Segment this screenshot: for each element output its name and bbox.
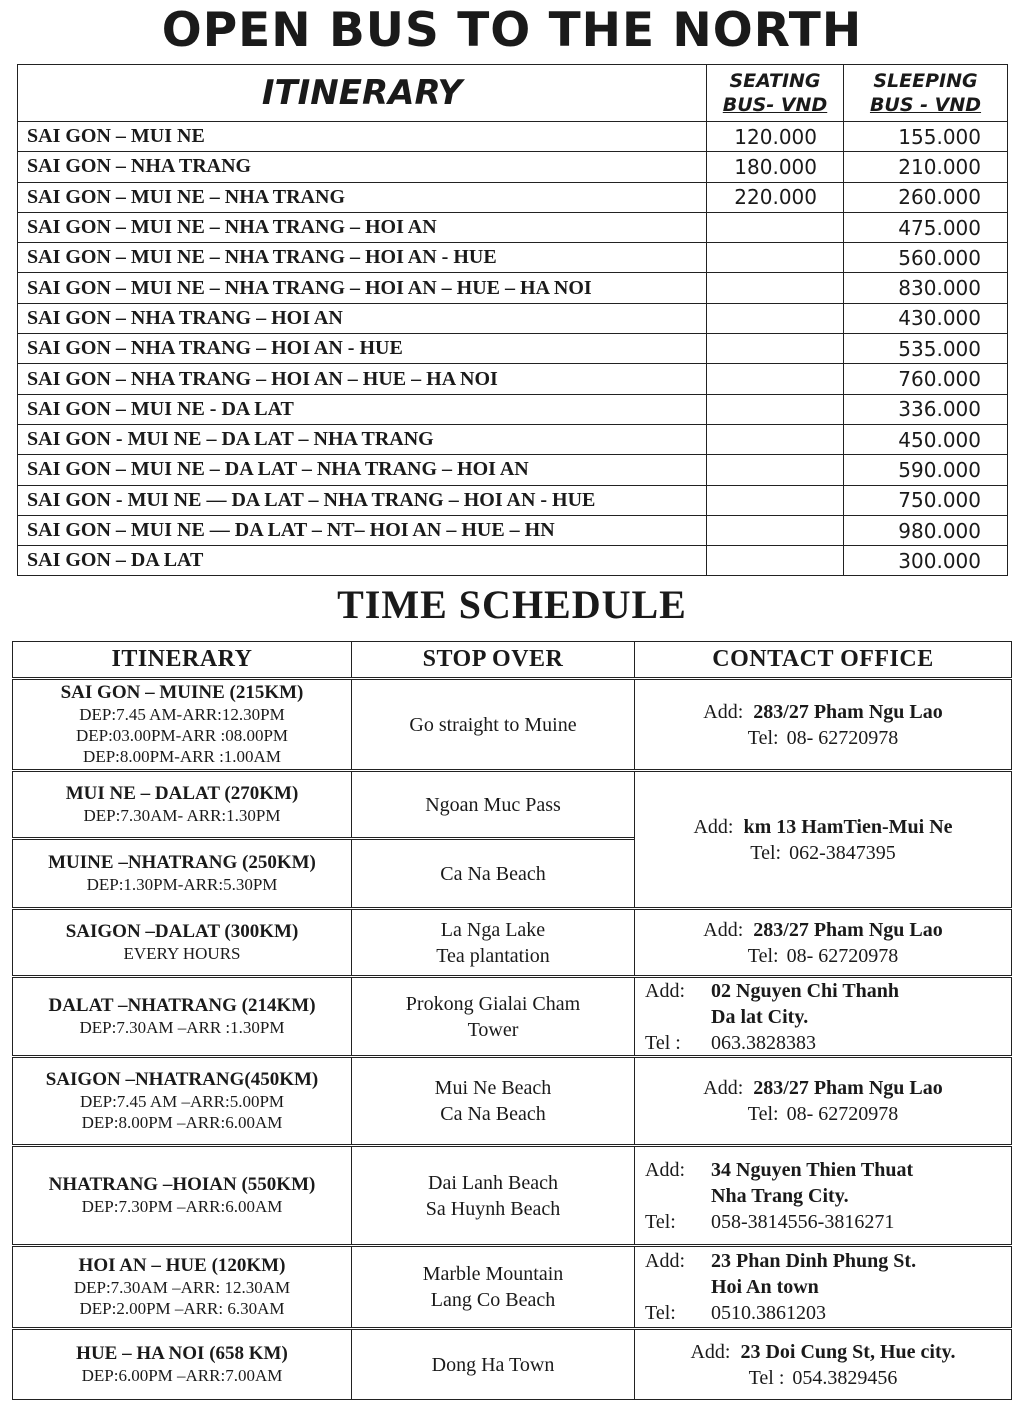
address-label: Add: <box>645 979 685 1002</box>
seating-price-cell <box>707 334 844 364</box>
address-line <box>645 1157 913 1183</box>
itinerary-name: MUINE –NHATRANG (250KM) <box>48 852 316 873</box>
phone-number: 08- 62720978 <box>786 726 899 749</box>
route-cell: SAI GON – MUI NE — DA LAT – NT– HOI AN – HUE – HN <box>18 515 707 545</box>
itinerary-cell <box>12 679 352 770</box>
address-line-2 <box>645 1183 849 1209</box>
address-line <box>693 814 952 840</box>
route-cell: SAI GON – MUI NE – NHA TRANG – HOI AN <box>18 212 707 242</box>
table-row <box>18 515 1008 545</box>
phone-number: 062-3847395 <box>789 841 896 864</box>
address-label: Add: <box>645 1250 685 1272</box>
sleeping-price-cell: 750.000 <box>844 485 1008 515</box>
itinerary-name: DALAT –NHATRANG (214KM) <box>48 995 316 1016</box>
route-cell: SAI GON – MUI NE – NHA TRANG <box>18 182 707 212</box>
address-label: Add: <box>703 918 744 941</box>
departure-time: DEP:7.30AM- ARR:1.30PM <box>83 806 281 825</box>
seating-price-cell <box>707 424 844 454</box>
departure-time: DEP:7.30PM –ARR:6.00AM <box>81 1197 283 1216</box>
itinerary-header: ITINERARY <box>18 65 707 122</box>
stop-over-cell <box>351 839 635 908</box>
stop-over-cell <box>351 909 635 976</box>
seating-header <box>707 65 844 122</box>
sleeping-price-cell: 450.000 <box>844 424 1008 454</box>
contact-office-cell <box>634 771 1012 908</box>
address-indent <box>645 1183 711 1209</box>
stop-over-text: Sa Huynh Beach <box>425 1197 561 1220</box>
seating-price-cell <box>707 243 844 273</box>
address-line <box>645 1248 916 1274</box>
phone-line <box>748 1101 898 1127</box>
itinerary-cell <box>12 1146 352 1245</box>
table-row <box>18 455 1008 485</box>
phone-label: Tel : <box>748 1366 785 1389</box>
itinerary-name: HUE – HA NOI (658 KM) <box>76 1343 288 1364</box>
price-table-header <box>18 65 1008 122</box>
departure-time: DEP:7.30AM –ARR: 12.30AM <box>73 1278 291 1297</box>
table-row <box>18 334 1008 364</box>
route-cell: SAI GON – MUI NE – NHA TRANG – HOI AN – HUE – HA NOI <box>18 273 707 303</box>
seating-price-cell <box>707 515 844 545</box>
seating-price-cell <box>707 303 844 333</box>
sleeping-price-cell: 560.000 <box>844 243 1008 273</box>
sleeping-price-cell: 300.000 <box>844 546 1008 576</box>
contact-office-cell <box>634 1057 1012 1145</box>
stop-over-text: Dai Lanh Beach <box>428 1171 558 1194</box>
phone-label: Tel: <box>747 944 779 967</box>
phone-number: 08- 62720978 <box>786 1103 899 1125</box>
address-line <box>690 1339 955 1365</box>
itinerary-cell <box>12 1057 352 1145</box>
itinerary-cell <box>12 909 352 976</box>
address-line-2 <box>645 1274 819 1300</box>
address-text: 283/27 Pham Ngu Lao <box>753 700 943 723</box>
seating-price-cell <box>707 546 844 576</box>
sleeping-price-cell: 430.000 <box>844 303 1008 333</box>
itinerary-cell <box>12 839 352 908</box>
route-cell: SAI GON – NHA TRANG – HOI AN – HUE – HA NOI <box>18 364 707 394</box>
phone-number: 063.3828383 <box>711 1031 816 1054</box>
stop-over-text: La Nga Lake <box>440 918 546 941</box>
phone-number: 058-3814556-3816271 <box>711 1210 895 1233</box>
price-table-body <box>18 122 1008 576</box>
stop-over-text: Dong Ha Town <box>431 1353 555 1376</box>
departure-time: DEP:8.00PM-ARR :1.00AM <box>83 747 281 766</box>
departure-time: DEP:7.45 AM –ARR:5.00PM <box>79 1092 285 1111</box>
table-row <box>18 243 1008 273</box>
contact-office-cell <box>634 909 1012 976</box>
stop-over-cell <box>351 1329 635 1400</box>
phone-label: Tel : <box>645 1031 681 1054</box>
phone-line <box>645 1300 826 1326</box>
seating-price-cell <box>707 455 844 485</box>
phone-line <box>748 943 898 969</box>
seating-price-cell <box>707 364 844 394</box>
table-row <box>18 152 1008 182</box>
phone-line <box>749 1365 898 1391</box>
phone-number: 054.3829456 <box>792 1366 898 1389</box>
address-city: Nha Trang City. <box>711 1184 849 1207</box>
itinerary-cell <box>12 1246 352 1328</box>
address-label: Add: <box>703 1077 744 1099</box>
stop-over-text: Lang Co Beach <box>430 1289 556 1311</box>
contact-office-cell <box>634 1146 1012 1245</box>
itinerary-cell <box>12 1329 352 1400</box>
itinerary-name: SAIGON –DALAT (300KM) <box>65 921 299 942</box>
address-label: Add: <box>693 815 734 838</box>
contact-office-cell <box>634 679 1012 770</box>
address-text: 283/27 Pham Ngu Lao <box>753 918 943 941</box>
stop-over-text: Tea plantation <box>436 944 550 967</box>
address-label: Add: <box>690 1340 731 1363</box>
price-table <box>17 64 1008 576</box>
stop-over-text: Prokong Gialai Cham <box>405 992 581 1015</box>
itinerary-cell <box>12 977 352 1056</box>
stop-over-cell <box>351 771 635 838</box>
sleeping-price-cell: 830.000 <box>844 273 1008 303</box>
stop-over-cell <box>351 1246 635 1328</box>
address-line <box>703 699 942 725</box>
sleeping-price-cell: 336.000 <box>844 394 1008 424</box>
sleeping-price-cell: 210.000 <box>844 152 1008 182</box>
address-indent <box>645 1274 711 1300</box>
seating-price-cell: 180.000 <box>707 152 844 182</box>
contact-office-cell <box>634 1329 1012 1400</box>
address-line <box>703 1075 942 1101</box>
seating-price-cell <box>707 485 844 515</box>
stop-over-cell <box>351 977 635 1056</box>
stop-over-text: Mui Ne Beach <box>434 1077 552 1099</box>
route-cell: SAI GON - MUI NE — DA LAT – NHA TRANG – HOI AN - HUE <box>18 485 707 515</box>
phone-label: Tel: <box>747 726 779 749</box>
phone-label: Tel: <box>750 841 782 864</box>
stop-over-cell <box>351 1057 635 1145</box>
departure-time: DEP:1.30PM-ARR:5.30PM <box>86 875 278 894</box>
itinerary-cell <box>12 771 352 838</box>
address-line <box>645 978 899 1004</box>
seating-price-cell: 220.000 <box>707 182 844 212</box>
departure-time: DEP:8.00PM –ARR:6.00AM <box>81 1113 283 1132</box>
page-title: OPEN BUS TO THE NORTH <box>161 3 863 58</box>
seating-price-cell: 120.000 <box>707 122 844 152</box>
route-cell: SAI GON – MUI NE – DA LAT – NHA TRANG – HOI AN <box>18 455 707 485</box>
phone-label: Tel: <box>645 1302 676 1324</box>
table-row <box>18 546 1008 576</box>
table-row <box>18 485 1008 515</box>
stop-over-header: STOP OVER <box>351 641 635 678</box>
stop-over-text: Ca Na Beach <box>440 862 546 885</box>
stop-over-text: Ngoan Muc Pass <box>425 793 561 816</box>
address-city: Hoi An town <box>711 1276 819 1298</box>
itinerary-name: MUI NE – DALAT (270KM) <box>65 783 299 804</box>
departure-time: EVERY HOURS <box>123 944 241 963</box>
sleeping-price-cell: 155.000 <box>844 122 1008 152</box>
phone-label: Tel: <box>747 1103 779 1125</box>
sleeping-header-line2: BUS - VND <box>869 94 982 116</box>
address-line <box>703 917 942 943</box>
phone-line <box>645 1030 816 1056</box>
sleeping-header-line1: SLEEPING <box>873 70 978 92</box>
address-text: km 13 HamTien-Mui Ne <box>743 815 953 838</box>
phone-number: 08- 62720978 <box>786 944 899 967</box>
table-row <box>18 303 1008 333</box>
table-row <box>18 273 1008 303</box>
route-cell: SAI GON – MUI NE <box>18 122 707 152</box>
route-cell: SAI GON – DA LAT <box>18 546 707 576</box>
address-text: 283/27 Pham Ngu Lao <box>753 1077 943 1099</box>
departure-time: DEP:03.00PM-ARR :08.00PM <box>75 726 289 745</box>
route-cell: SAI GON - MUI NE – DA LAT – NHA TRANG <box>18 424 707 454</box>
address-text: 02 Nguyen Chi Thanh <box>711 979 900 1002</box>
route-cell: SAI GON – NHA TRANG <box>18 152 707 182</box>
stop-over-text: Ca Na Beach <box>440 1103 546 1125</box>
phone-line <box>748 725 898 751</box>
sleeping-price-cell: 590.000 <box>844 455 1008 485</box>
route-cell: SAI GON – NHA TRANG – HOI AN - HUE <box>18 334 707 364</box>
schedule-title: TIME SCHEDULE <box>337 582 687 627</box>
route-cell: SAI GON – MUI NE – NHA TRANG – HOI AN - HUE <box>18 243 707 273</box>
route-cell: SAI GON – NHA TRANG – HOI AN <box>18 303 707 333</box>
itinerary-name: SAI GON – MUINE (215KM) <box>60 682 304 703</box>
route-cell: SAI GON – MUI NE - DA LAT <box>18 394 707 424</box>
stop-over-cell <box>351 679 635 770</box>
phone-line <box>750 840 895 866</box>
table-row <box>18 122 1008 152</box>
stop-over-cell <box>351 1146 635 1245</box>
contact-office-cell <box>634 977 1012 1056</box>
schedule-itinerary-header: ITINERARY <box>12 641 352 678</box>
address-indent <box>645 1004 711 1030</box>
address-label: Add: <box>703 700 744 723</box>
sleeping-price-cell: 535.000 <box>844 334 1008 364</box>
phone-number: 0510.3861203 <box>711 1302 826 1324</box>
table-row <box>18 182 1008 212</box>
address-city: Da lat City. <box>711 1005 809 1028</box>
phone-line <box>645 1209 894 1235</box>
sleeping-price-cell: 475.000 <box>844 212 1008 242</box>
stop-over-text: Marble Mountain <box>422 1263 564 1285</box>
table-row <box>18 424 1008 454</box>
address-line-2 <box>645 1004 808 1030</box>
table-row <box>18 212 1008 242</box>
address-text: 34 Nguyen Thien Thuat <box>711 1158 914 1181</box>
seating-price-cell <box>707 212 844 242</box>
contact-office-cell <box>634 1246 1012 1328</box>
contact-office-header: CONTACT OFFICE <box>634 641 1012 678</box>
departure-time: DEP:7.45 AM-ARR:12.30PM <box>79 705 285 724</box>
departure-time: DEP:6.00PM –ARR:7.00AM <box>81 1366 283 1385</box>
sleeping-price-cell: 260.000 <box>844 182 1008 212</box>
departure-time: DEP:7.30AM –ARR :1.30PM <box>79 1018 285 1037</box>
stop-over-text: Go straight to Muine <box>409 713 577 736</box>
address-label: Add: <box>645 1158 685 1181</box>
departure-time: DEP:2.00PM –ARR: 6.30AM <box>79 1299 285 1318</box>
table-row <box>18 394 1008 424</box>
seating-header-line2: BUS- VND <box>722 94 828 116</box>
address-text: 23 Phan Dinh Phung St. <box>711 1250 917 1272</box>
itinerary-name: SAIGON –NHATRANG(450KM) <box>45 1069 319 1090</box>
schedule-table <box>12 641 1011 1399</box>
itinerary-name: NHATRANG –HOIAN (550KM) <box>48 1174 316 1195</box>
sleeping-header <box>844 65 1008 122</box>
sleeping-price-cell: 980.000 <box>844 515 1008 545</box>
table-row <box>18 364 1008 394</box>
seating-price-cell <box>707 394 844 424</box>
itinerary-name: HOI AN – HUE (120KM) <box>78 1255 286 1276</box>
seating-header-line1: SEATING <box>729 70 821 92</box>
stop-over-text: Tower <box>467 1018 519 1041</box>
seating-price-cell <box>707 273 844 303</box>
sleeping-price-cell: 760.000 <box>844 364 1008 394</box>
address-text: 23 Doi Cung St, Hue city. <box>740 1340 956 1363</box>
phone-label: Tel: <box>645 1210 676 1233</box>
